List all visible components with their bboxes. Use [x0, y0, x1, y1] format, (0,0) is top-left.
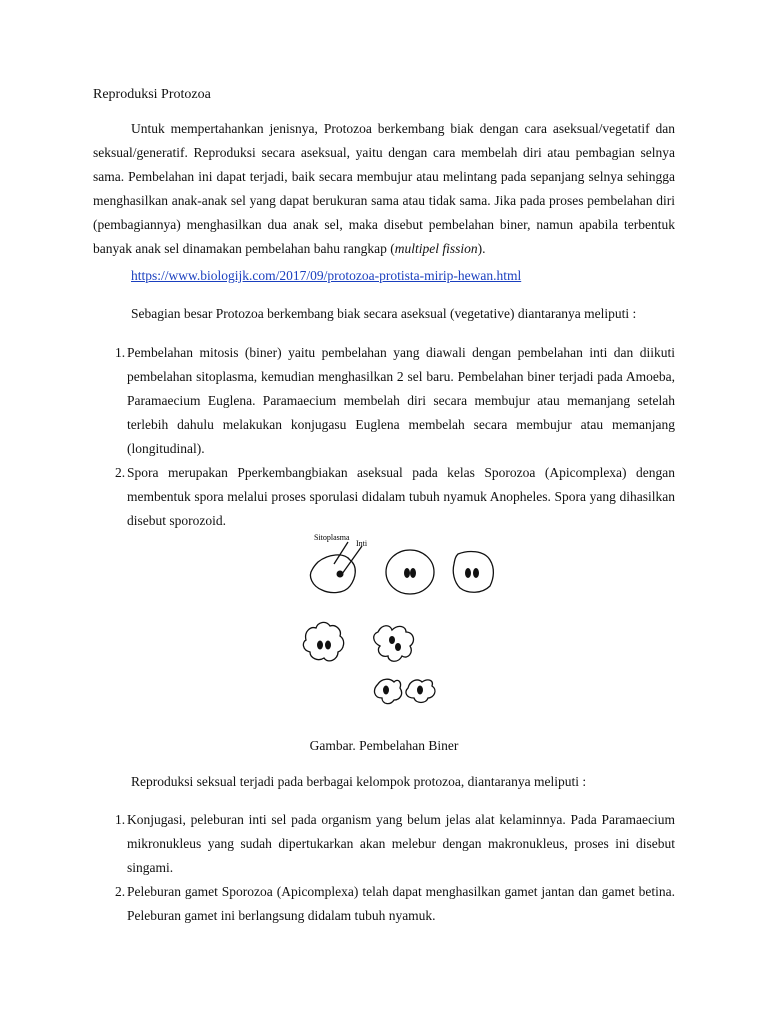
intro-text-end: ).: [477, 241, 486, 256]
label-nucleus: Inti: [356, 539, 368, 548]
nucleus: [317, 641, 323, 650]
list-item: [93, 461, 675, 533]
label-cytoplasm: Sitoplasma: [314, 533, 350, 542]
list-item-text: Peleburan gamet Sporozoa (Apicomplexa) telah dapat menghasilkan gamet jantan dan gamet betina. Peleburan gamet ini berlangsung didalam tubuh nyamuk.: [127, 884, 675, 923]
asexual-intro: Sebagian besar Protozoa berkembang biak secara aseksual (vegetative) diantaranya meliputi :: [131, 306, 637, 321]
list-item-text: Spora merupakan Pperkembangbiakan aseksual pada kelas Sporozoa (Apicomplexa) dengan membentuk spora melalui proses sporulasi didalam tubuh nyamuk Anopheles. Spora yang dihasilkan disebut sporozoid.: [127, 465, 675, 528]
nucleus: [473, 568, 479, 578]
nucleus: [395, 643, 401, 651]
binary-fission-illustration: [298, 532, 508, 722]
list-number: 1.: [115, 345, 126, 360]
list-item: [93, 880, 675, 928]
list-number: 1.: [115, 812, 126, 827]
cell-outline: [310, 555, 355, 593]
nucleus: [337, 571, 344, 578]
figure-caption: Gambar. Pembelahan Biner: [309, 738, 459, 753]
nucleus: [465, 568, 471, 578]
list-item-text: Konjugasi, peleburan inti sel pada organism yang belum jelas alat kelaminnya. Pada Paramaecium mikronukleus yang sudah dipertukarkan akan melebur dengan makronukleus, proses ini disebut singami.: [127, 812, 675, 875]
nucleus: [417, 686, 423, 695]
intro-text: Untuk mempertahankan jenisnya, Protozoa berkembang biak dengan cara aseksual/vegetatif dan seksual/generatif. Reproduksi secara aseksual, yaitu dengan cara membelah diri atau pembagian selnya sama. Pembelahan ini dapat terjadi, baik secara membujur atau melintang pada sepanjang selnya sehingga menghasilkan anak-anak sel yang dapat berukuran sama atau tidak sama. Jika pada proses pembelahan diri (pembagiannya) menghasilkan dua anak sel, maka disebut pembelahan biner, namun apabila terbentuk banyak anak sel dinamakan pembelahan bahu rangkap (: [93, 121, 675, 256]
cell-outline: [303, 622, 343, 661]
asexual-list: [93, 341, 675, 533]
list-number: 2.: [115, 884, 126, 899]
list-number: 2.: [115, 465, 126, 480]
cell-outline: [374, 626, 414, 662]
nucleus: [389, 636, 395, 644]
document-title: Reproduksi Protozoa: [93, 87, 211, 102]
list-item: [93, 808, 675, 880]
intro-term: multipel fission: [394, 241, 478, 256]
nucleus: [383, 686, 389, 695]
nucleus: [325, 641, 331, 650]
nucleus: [410, 568, 416, 578]
intro-paragraph: [93, 117, 675, 261]
list-item-text: Pembelahan mitosis (biner) yaitu pembelahan yang diawali dengan pembelahan inti dan diikuti pembelahan sitoplasma, kemudian menghasilkan 2 sel baru. Pembelahan biner terjadi pada Amoeba, Paramaecium Euglena. Paramaecium membelah diri secara membujur atau memanjang setelah terlebih dahulu melakukan konjugasu Euglena membelah secara membujur atau memanjang (longitudinal).: [127, 345, 675, 456]
sexual-list: [93, 808, 675, 928]
sexual-intro: Reproduksi seksual terjadi pada berbagai kelompok protozoa, diantaranya meliputi :: [131, 774, 587, 789]
nucleus: [404, 568, 410, 578]
binary-fission-figure: [298, 532, 508, 722]
list-item: [93, 341, 675, 461]
cell-outline: [386, 550, 434, 594]
source-link[interactable]: https://www.biologijk.com/2017/09/protozoa-protista-mirip-hewan.html: [131, 268, 522, 283]
